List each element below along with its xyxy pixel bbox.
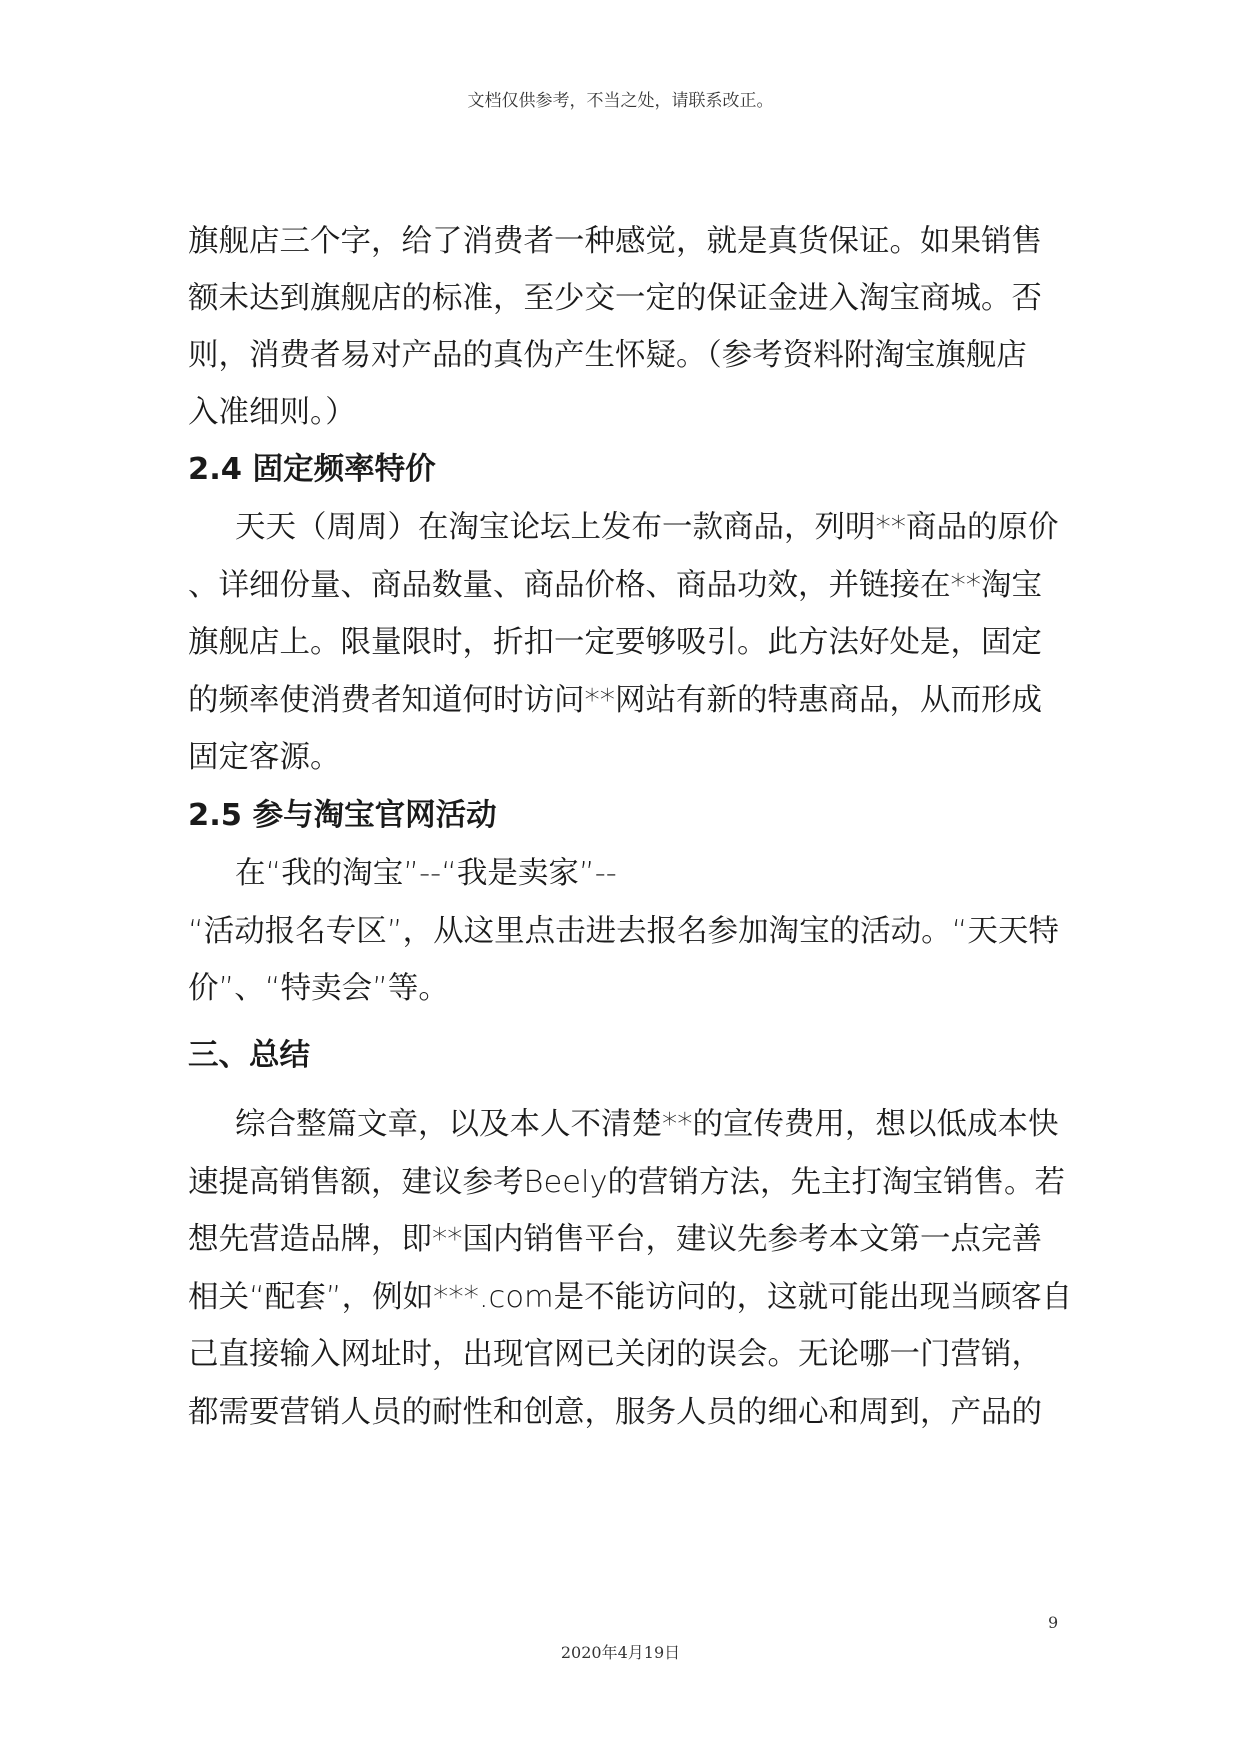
paragraph-line: 己直接输入网址时，出现官网已关闭的误会。无论哪一门营销， — [188, 1337, 1042, 1372]
paragraph-line: 入准细则。） — [188, 395, 356, 430]
section-heading-2-4: 2.4 固定频率特价 — [188, 452, 436, 487]
paragraph-line: 相关“配套”，例如***.com是不能访问的，这就可能出现当顾客自 — [188, 1280, 1073, 1315]
paragraph-line: 天天（周周）在淘宝论坛上发布一款商品，列明**商品的原价 — [235, 510, 1059, 545]
paragraph-line: 想先营造品牌，即**国内销售平台，建议先参考本文第一点完善 — [188, 1222, 1042, 1257]
paragraph-line: 旗舰店三个字，给了消费者一种感觉，就是真货保证。如果销售 — [188, 224, 1042, 259]
section-heading-2-5: 2.5 参与淘宝官网活动 — [188, 798, 497, 833]
paragraph-line: 价”、“特卖会”等。 — [188, 971, 449, 1006]
paragraph-line: 综合整篇文章，以及本人不清楚**的宣传费用，想以低成本快 — [235, 1107, 1059, 1142]
footer-date: 2020年4月19日 — [560, 1643, 681, 1662]
section-heading-summary: 三、总结 — [188, 1038, 310, 1073]
paragraph-line: 速提高销售额，建议参考Beely的营销方法，先主打淘宝销售。若 — [188, 1165, 1066, 1200]
paragraph-line: 的频率使消费者知道何时访问**网站有新的特惠商品，从而形成 — [188, 683, 1042, 718]
paragraph-line: 额未达到旗舰店的标准，至少交一定的保证金进入淘宝商城。否 — [188, 281, 1042, 316]
paragraph-line: 旗舰店上。限量限时，折扣一定要够吸引。此方法好处是，固定 — [188, 625, 1042, 660]
paragraph-line: 在“我的淘宝”--“我是卖家”-- — [235, 856, 617, 891]
paragraph-line: 固定客源。 — [188, 740, 341, 775]
paragraph-line: “活动报名专区”，从这里点击进去报名参加淘宝的活动。“天天特 — [188, 914, 1059, 949]
paragraph-line: 都需要营销人员的耐性和创意，服务人员的细心和周到，产品的 — [188, 1395, 1042, 1430]
paragraph-line: 、详细份量、商品数量、商品价格、商品功效，并链接在**淘宝 — [188, 568, 1042, 603]
paragraph-line: 则，消费者易对产品的真伪产生怀疑。（参考资料附淘宝旗舰店 — [188, 338, 1027, 373]
page-header: 文档仅供参考，不当之处，请联系改正。 — [467, 91, 774, 111]
page-number: 9 — [1048, 1613, 1059, 1632]
